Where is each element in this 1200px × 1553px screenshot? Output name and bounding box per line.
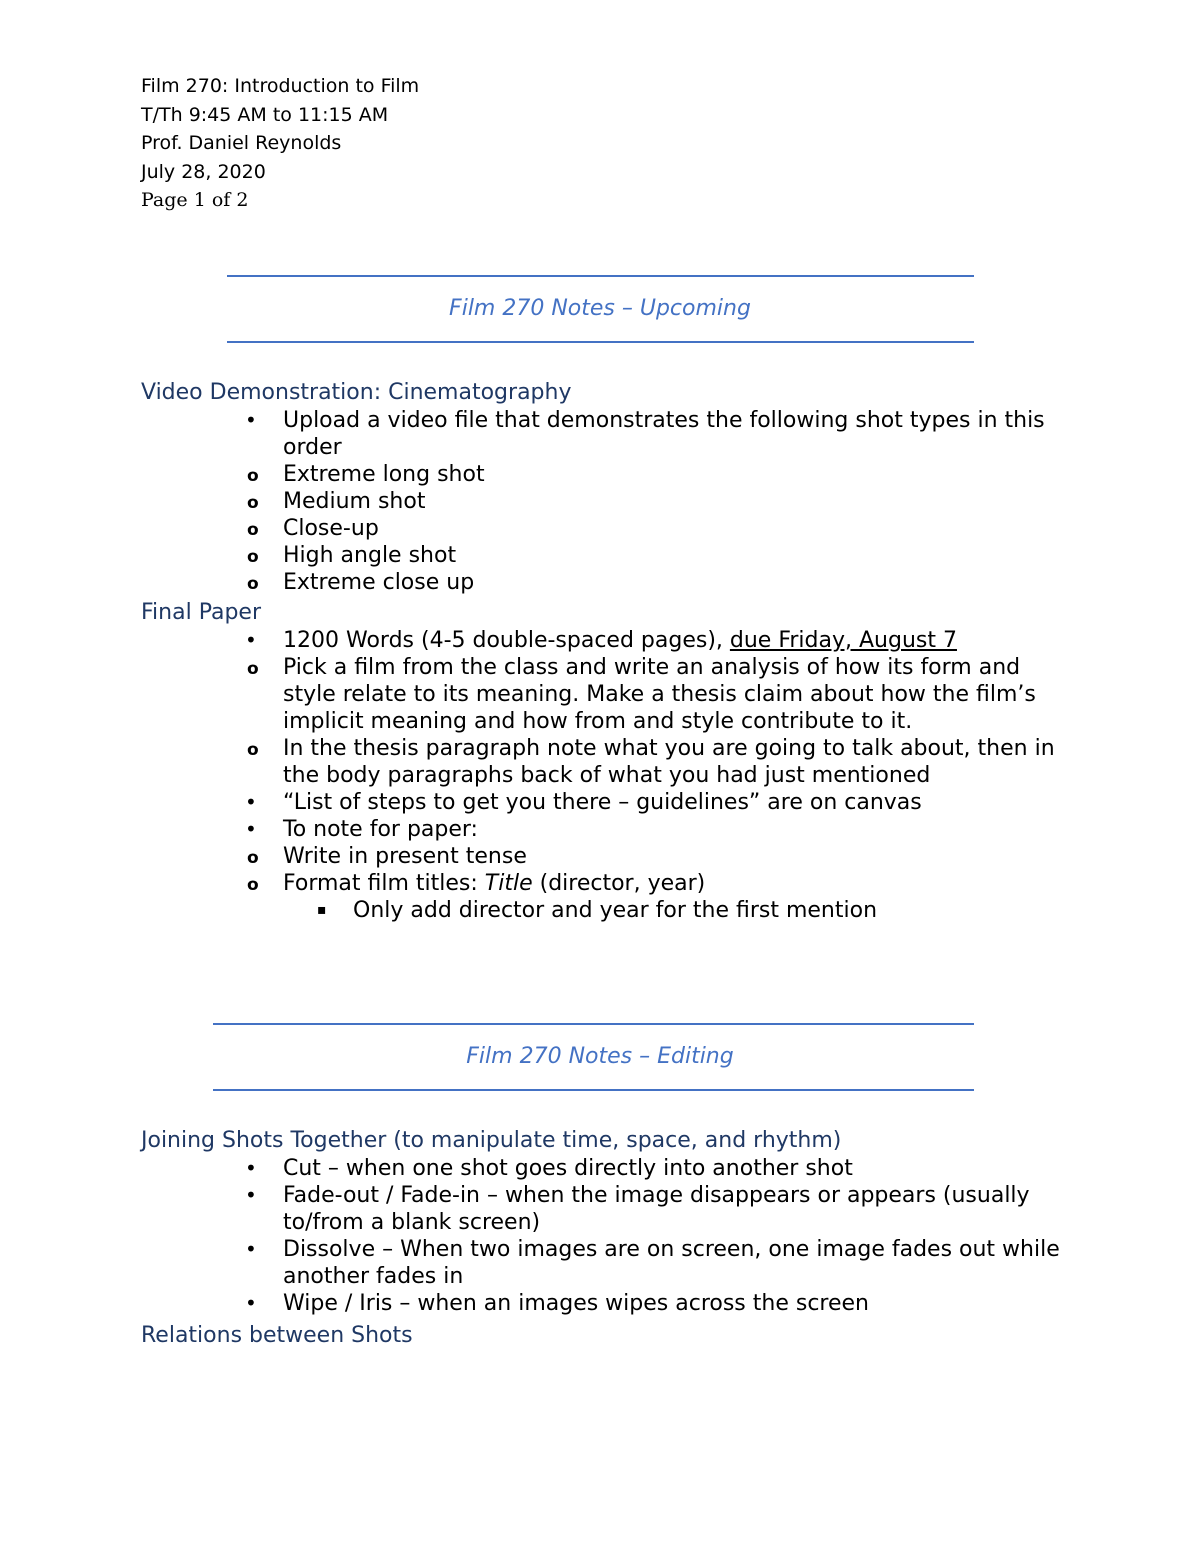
list-item-text: Close-up bbox=[283, 516, 379, 541]
list-item bbox=[141, 654, 1063, 735]
section-top-rule bbox=[213, 1023, 974, 1025]
circle-bullet-icon: o bbox=[247, 875, 259, 895]
list-item bbox=[141, 542, 1063, 569]
list-item-text: In the thesis paragraph note what you are going to talk about, then in the body paragraphs back of what you had just mentioned bbox=[283, 736, 1055, 788]
section-upcoming-content bbox=[141, 379, 1071, 924]
list-item bbox=[141, 407, 1063, 461]
list-item-text: Extreme long shot bbox=[283, 462, 485, 487]
list-item-text: High angle shot bbox=[283, 543, 457, 568]
group-heading-video-demonstration: Video Demonstration: Cinematography bbox=[141, 380, 572, 405]
section-editing-content bbox=[141, 1127, 1071, 1350]
italic-title-text: Title bbox=[484, 871, 533, 896]
circle-bullet-icon: o bbox=[247, 740, 259, 760]
section-title-editing: Film 270 Notes – Editing bbox=[466, 1044, 734, 1069]
list-item bbox=[141, 816, 1063, 843]
page-number: Page 1 of 2 bbox=[141, 189, 249, 211]
section-bottom-rule bbox=[227, 341, 974, 343]
list-item-text: Format film titles: bbox=[283, 871, 485, 896]
list-item-text: Cut – when one shot goes directly into another shot bbox=[283, 1156, 853, 1181]
document-header bbox=[141, 72, 419, 215]
list-item-text: Dissolve – When two images are on screen, one image fades out while another fades in bbox=[283, 1237, 1060, 1289]
list-item bbox=[141, 1290, 1063, 1317]
list-item bbox=[141, 735, 1063, 789]
section-top-rule bbox=[227, 275, 974, 277]
bullet-icon: • bbox=[245, 1237, 257, 1261]
square-bullet-icon: ▪ bbox=[317, 902, 327, 918]
list-item-text: Only add director and year for the first mention bbox=[353, 898, 878, 923]
circle-bullet-icon: o bbox=[247, 547, 259, 567]
circle-bullet-icon: o bbox=[247, 493, 259, 513]
section-bottom-rule bbox=[213, 1089, 974, 1091]
professor-name: Prof. Daniel Reynolds bbox=[141, 132, 342, 154]
list-item bbox=[141, 870, 1063, 897]
bullet-icon: • bbox=[245, 1291, 257, 1315]
class-schedule: T/Th 9:45 AM to 11:15 AM bbox=[141, 103, 389, 126]
list-item bbox=[141, 1182, 1063, 1236]
list-item-text: Extreme close up bbox=[283, 570, 475, 595]
list-item-text: Wipe / Iris – when an images wipes across the screen bbox=[283, 1291, 869, 1316]
circle-bullet-icon: o bbox=[247, 466, 259, 486]
list-item bbox=[141, 488, 1063, 515]
notes-date: July 28, 2020 bbox=[141, 160, 266, 183]
list-item bbox=[141, 515, 1063, 542]
list-item-text: To note for paper: bbox=[283, 817, 478, 842]
list-item bbox=[141, 789, 1063, 816]
circle-bullet-icon: o bbox=[247, 659, 259, 679]
course-title: Film 270: Introduction to Film bbox=[141, 75, 420, 97]
group-heading-joining-shots: Joining Shots Together (to manipulate time, space, and rhythm) bbox=[141, 1128, 842, 1153]
bullet-icon: • bbox=[245, 817, 257, 841]
list-item-text: (director, year) bbox=[532, 871, 706, 896]
group-heading-relations-between-shots: Relations between Shots bbox=[141, 1323, 413, 1348]
list-item bbox=[141, 461, 1063, 488]
list-item-text: Upload a video file that demonstrates the following shot types in this order bbox=[283, 408, 1045, 460]
bullet-icon: • bbox=[245, 1183, 257, 1207]
list-item bbox=[141, 897, 1073, 924]
bullet-icon: • bbox=[245, 790, 257, 814]
due-date-text: due Friday, August 7 bbox=[729, 628, 957, 653]
circle-bullet-icon: o bbox=[247, 848, 259, 868]
section-title-upcoming: Film 270 Notes – Upcoming bbox=[449, 296, 751, 321]
list-item bbox=[141, 627, 1063, 654]
bullet-icon: • bbox=[245, 628, 257, 652]
group-heading-final-paper: Final Paper bbox=[141, 600, 262, 625]
circle-bullet-icon: o bbox=[247, 520, 259, 540]
list-item bbox=[141, 843, 1063, 870]
bullet-icon: • bbox=[245, 1156, 257, 1180]
list-item bbox=[141, 1155, 1063, 1182]
list-item bbox=[141, 1236, 1063, 1290]
list-item-text: Write in present tense bbox=[283, 844, 527, 869]
bullet-icon: • bbox=[245, 408, 257, 432]
list-item bbox=[141, 569, 1063, 596]
list-item-text: Fade-out / Fade-in – when the image disappears or appears (usually to/from a blank screen) bbox=[283, 1183, 1030, 1235]
circle-bullet-icon: o bbox=[247, 574, 259, 594]
list-item-text: “List of steps to get you there – guidelines” are on canvas bbox=[283, 790, 922, 815]
list-item-text: 1200 Words (4-5 double-spaced pages), bbox=[283, 628, 730, 653]
list-item-text: Pick a film from the class and write an analysis of how its form and style relate to its meaning. Make a thesis claim about how the film’s implicit meaning and how from and style contribute to it. bbox=[283, 655, 1036, 734]
list-item-text: Medium shot bbox=[283, 489, 426, 514]
